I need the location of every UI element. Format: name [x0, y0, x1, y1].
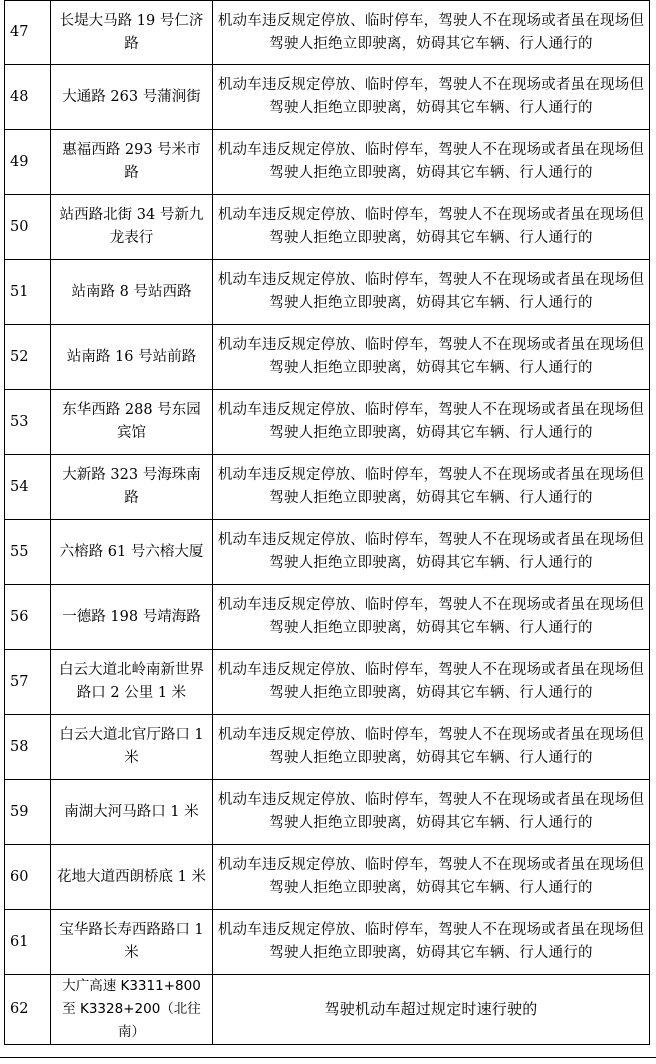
row-number: 55 [5, 520, 51, 585]
location-cell: 大广高速 K3311+800 至 K3328+200（北往南） [51, 975, 213, 1045]
row-number: 58 [5, 715, 51, 780]
violation-cell: 驾驶机动车超过规定时速行驶的 [213, 975, 650, 1045]
table-row [5, 585, 650, 650]
location-cell: 南湖大河马路口 1 米 [51, 780, 213, 845]
table-row [5, 325, 650, 390]
row-number: 50 [5, 195, 51, 260]
table-row [5, 260, 650, 325]
location-cell: 大通路 263 号蒲涧街 [51, 65, 213, 130]
table-row [5, 130, 650, 195]
row-number: 60 [5, 845, 51, 910]
violation-cell: 机动车违反规定停放、临时停车，驾驶人不在现场或者虽在现场但驾驶人拒绝立即驶离，妨碍其它车辆、行人通行的 [213, 260, 650, 325]
table-row [5, 650, 650, 715]
row-number: 52 [5, 325, 51, 390]
row-number: 62 [5, 975, 51, 1045]
location-cell: 白云大道北官厅路口 1 米 [51, 715, 213, 780]
row-number: 48 [5, 65, 51, 130]
row-number: 61 [5, 910, 51, 975]
location-cell: 东华西路 288 号东园宾馆 [51, 390, 213, 455]
page-bottom-rule [0, 1057, 656, 1059]
violation-cell: 机动车违反规定停放、临时停车，驾驶人不在现场或者虽在现场但驾驶人拒绝立即驶离，妨碍其它车辆、行人通行的 [213, 455, 650, 520]
table-row [5, 455, 650, 520]
violations-table [4, 0, 650, 1045]
table-row [5, 195, 650, 260]
table-row [5, 520, 650, 585]
violation-cell: 机动车违反规定停放、临时停车，驾驶人不在现场或者虽在现场但驾驶人拒绝立即驶离，妨碍其它车辆、行人通行的 [213, 195, 650, 260]
violation-cell: 机动车违反规定停放、临时停车，驾驶人不在现场或者虽在现场但驾驶人拒绝立即驶离，妨碍其它车辆、行人通行的 [213, 780, 650, 845]
violation-cell: 机动车违反规定停放、临时停车，驾驶人不在现场或者虽在现场但驾驶人拒绝立即驶离，妨碍其它车辆、行人通行的 [213, 390, 650, 455]
violation-cell: 机动车违反规定停放、临时停车，驾驶人不在现场或者虽在现场但驾驶人拒绝立即驶离，妨碍其它车辆、行人通行的 [213, 520, 650, 585]
table-row [5, 390, 650, 455]
location-cell: 花地大道西朗桥底 1 米 [51, 845, 213, 910]
location-cell: 长堤大马路 19 号仁济路 [51, 1, 213, 65]
row-number: 51 [5, 260, 51, 325]
row-number: 53 [5, 390, 51, 455]
violation-cell: 机动车违反规定停放、临时停车，驾驶人不在现场或者虽在现场但驾驶人拒绝立即驶离，妨碍其它车辆、行人通行的 [213, 585, 650, 650]
table-row [5, 715, 650, 780]
location-cell: 宝华路长寿西路路口 1 米 [51, 910, 213, 975]
violation-cell: 机动车违反规定停放、临时停车，驾驶人不在现场或者虽在现场但驾驶人拒绝立即驶离，妨碍其它车辆、行人通行的 [213, 65, 650, 130]
row-number: 59 [5, 780, 51, 845]
location-cell: 六榕路 61 号六榕大厦 [51, 520, 213, 585]
table-row [5, 975, 650, 1045]
location-cell: 站西路北街 34 号新九龙表行 [51, 195, 213, 260]
table-row [5, 780, 650, 845]
location-cell: 白云大道北岭南新世界路口 2 公里 1 米 [51, 650, 213, 715]
row-number: 57 [5, 650, 51, 715]
row-number: 56 [5, 585, 51, 650]
location-cell: 惠福西路 293 号米市路 [51, 130, 213, 195]
violation-cell: 机动车违反规定停放、临时停车，驾驶人不在现场或者虽在现场但驾驶人拒绝立即驶离，妨碍其它车辆、行人通行的 [213, 325, 650, 390]
table-row [5, 910, 650, 975]
location-cell: 站南路 16 号站前路 [51, 325, 213, 390]
violation-cell: 机动车违反规定停放、临时停车，驾驶人不在现场或者虽在现场但驾驶人拒绝立即驶离，妨碍其它车辆、行人通行的 [213, 1, 650, 65]
row-number: 49 [5, 130, 51, 195]
location-cell: 站南路 8 号站西路 [51, 260, 213, 325]
violation-cell: 机动车违反规定停放、临时停车，驾驶人不在现场或者虽在现场但驾驶人拒绝立即驶离，妨碍其它车辆、行人通行的 [213, 845, 650, 910]
violation-cell: 机动车违反规定停放、临时停车，驾驶人不在现场或者虽在现场但驾驶人拒绝立即驶离，妨碍其它车辆、行人通行的 [213, 715, 650, 780]
violation-cell: 机动车违反规定停放、临时停车，驾驶人不在现场或者虽在现场但驾驶人拒绝立即驶离，妨碍其它车辆、行人通行的 [213, 910, 650, 975]
row-number: 47 [5, 1, 51, 65]
violation-cell: 机动车违反规定停放、临时停车，驾驶人不在现场或者虽在现场但驾驶人拒绝立即驶离，妨碍其它车辆、行人通行的 [213, 130, 650, 195]
table-row [5, 845, 650, 910]
row-number: 54 [5, 455, 51, 520]
table-row [5, 65, 650, 130]
table-row [5, 1, 650, 65]
location-cell: 大新路 323 号海珠南路 [51, 455, 213, 520]
location-cell: 一德路 198 号靖海路 [51, 585, 213, 650]
violation-cell: 机动车违反规定停放、临时停车，驾驶人不在现场或者虽在现场但驾驶人拒绝立即驶离，妨碍其它车辆、行人通行的 [213, 650, 650, 715]
